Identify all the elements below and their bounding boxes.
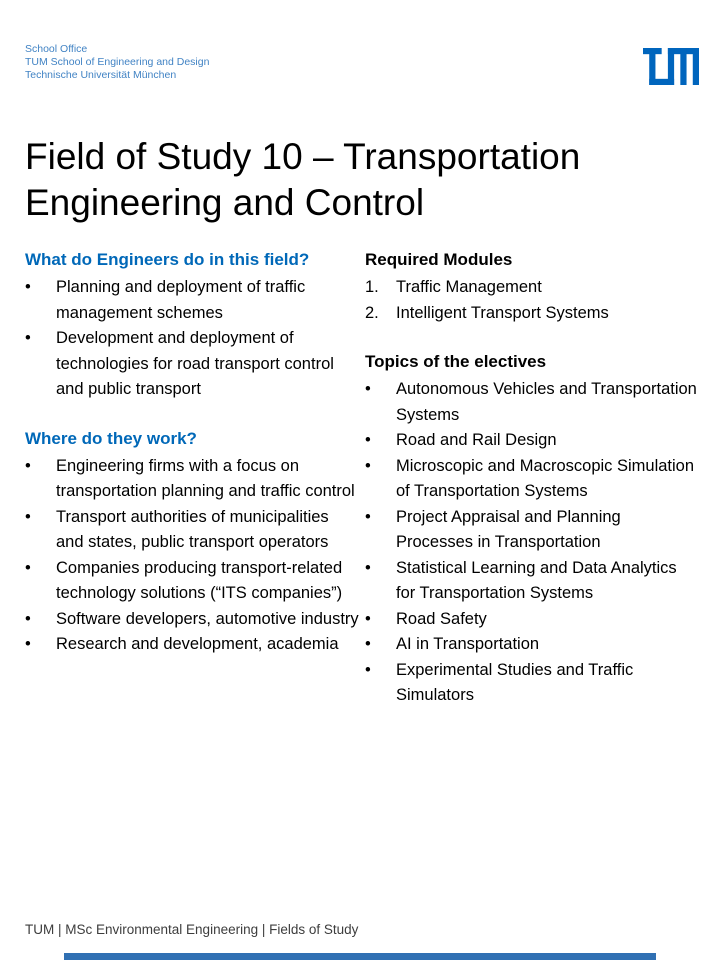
list-item [365, 632, 705, 658]
org-line-university: Technische Universität München [25, 69, 177, 81]
item-text: Development and deployment of technologies for road transport control and public transport [56, 329, 334, 398]
bullet-marker: • [25, 329, 31, 347]
bullet-marker: • [365, 380, 371, 398]
list-item [25, 454, 365, 505]
item-text: Planning and deployment of traffic management schemes [56, 278, 306, 322]
section [365, 349, 705, 709]
bullet-marker: • [365, 558, 371, 577]
item-text: Microscopic and Macroscopic Simulation of Transportation Systems [396, 456, 695, 500]
list-item [365, 658, 705, 709]
bullet-marker: • [25, 507, 31, 526]
item-number: 1. [365, 278, 379, 296]
section-heading: What do Engineers do in this field? [25, 250, 310, 269]
section [25, 247, 365, 403]
list-item [25, 632, 365, 658]
item-text: Autonomous Vehicles and Transportation Systems [396, 380, 697, 424]
item-text: AI in Transportation [396, 635, 540, 653]
item-text: Project Appraisal and Planning Processes in Transportation [396, 507, 621, 551]
item-text: Companies producing transport-related technology solutions (“ITS companies”) [56, 558, 343, 602]
list-item [25, 505, 365, 556]
section-heading: Topics of the electives [365, 352, 547, 371]
tum-logo-icon [643, 48, 699, 85]
list-item [25, 556, 365, 607]
section-heading: Required Modules [365, 250, 513, 269]
item-number: 2. [365, 303, 379, 322]
list-item [365, 607, 705, 633]
list-item [365, 454, 705, 505]
item-text: Engineering firms with a focus on transportation planning and traffic control [56, 456, 355, 500]
list-item [365, 505, 705, 556]
numbered-list [365, 275, 705, 326]
list-item [25, 275, 365, 326]
list-item [365, 301, 705, 327]
footer-accent-bar [64, 953, 656, 960]
item-text: Road and Rail Design [396, 431, 557, 449]
section-heading: Where do they work? [25, 428, 197, 448]
bullet-marker: • [365, 456, 371, 475]
section [25, 426, 365, 658]
content-columns [25, 247, 705, 709]
bullet-marker: • [25, 609, 31, 628]
bullet-marker: • [365, 660, 371, 679]
item-text: Statistical Learning and Data Analytics for Transportation Systems [396, 558, 677, 602]
bullet-marker: • [365, 635, 371, 653]
item-text: Experimental Studies and Traffic Simulators [396, 660, 634, 704]
section [365, 247, 705, 326]
org-line-office: School Office [25, 43, 88, 55]
item-text: Software developers, automotive industry [56, 609, 359, 628]
list-item [25, 326, 365, 403]
org-address-block [25, 43, 209, 82]
right-column [365, 247, 705, 709]
footer-line: TUM | MSc Environmental Engineering | Fields of Study [25, 922, 359, 937]
bullet-marker: • [365, 431, 371, 449]
list-item [365, 428, 705, 454]
item-text: Road Safety [396, 609, 487, 628]
bullet-marker: • [365, 507, 371, 526]
item-text: Transport authorities of municipalities and states, public transport operators [56, 507, 329, 551]
bullet-list [25, 275, 365, 403]
list-item [365, 275, 705, 301]
page-title: Field of Study 10 – Transportation Engineering and Control [25, 136, 581, 223]
bullet-marker: • [365, 609, 371, 628]
item-text: Research and development, academia [56, 635, 339, 653]
bullet-marker: • [25, 278, 31, 296]
bullet-marker: • [25, 456, 31, 475]
list-item [365, 377, 705, 428]
list-item [25, 607, 365, 633]
list-item [365, 556, 705, 607]
left-column [25, 247, 365, 709]
bullet-marker: • [25, 558, 31, 577]
bullet-marker: • [25, 635, 31, 653]
bullet-list [25, 454, 365, 658]
item-text: Traffic Management [396, 278, 542, 296]
org-line-school: TUM School of Engineering and Design [25, 56, 210, 68]
item-text: Intelligent Transport Systems [396, 303, 609, 322]
bullet-list [365, 377, 705, 709]
